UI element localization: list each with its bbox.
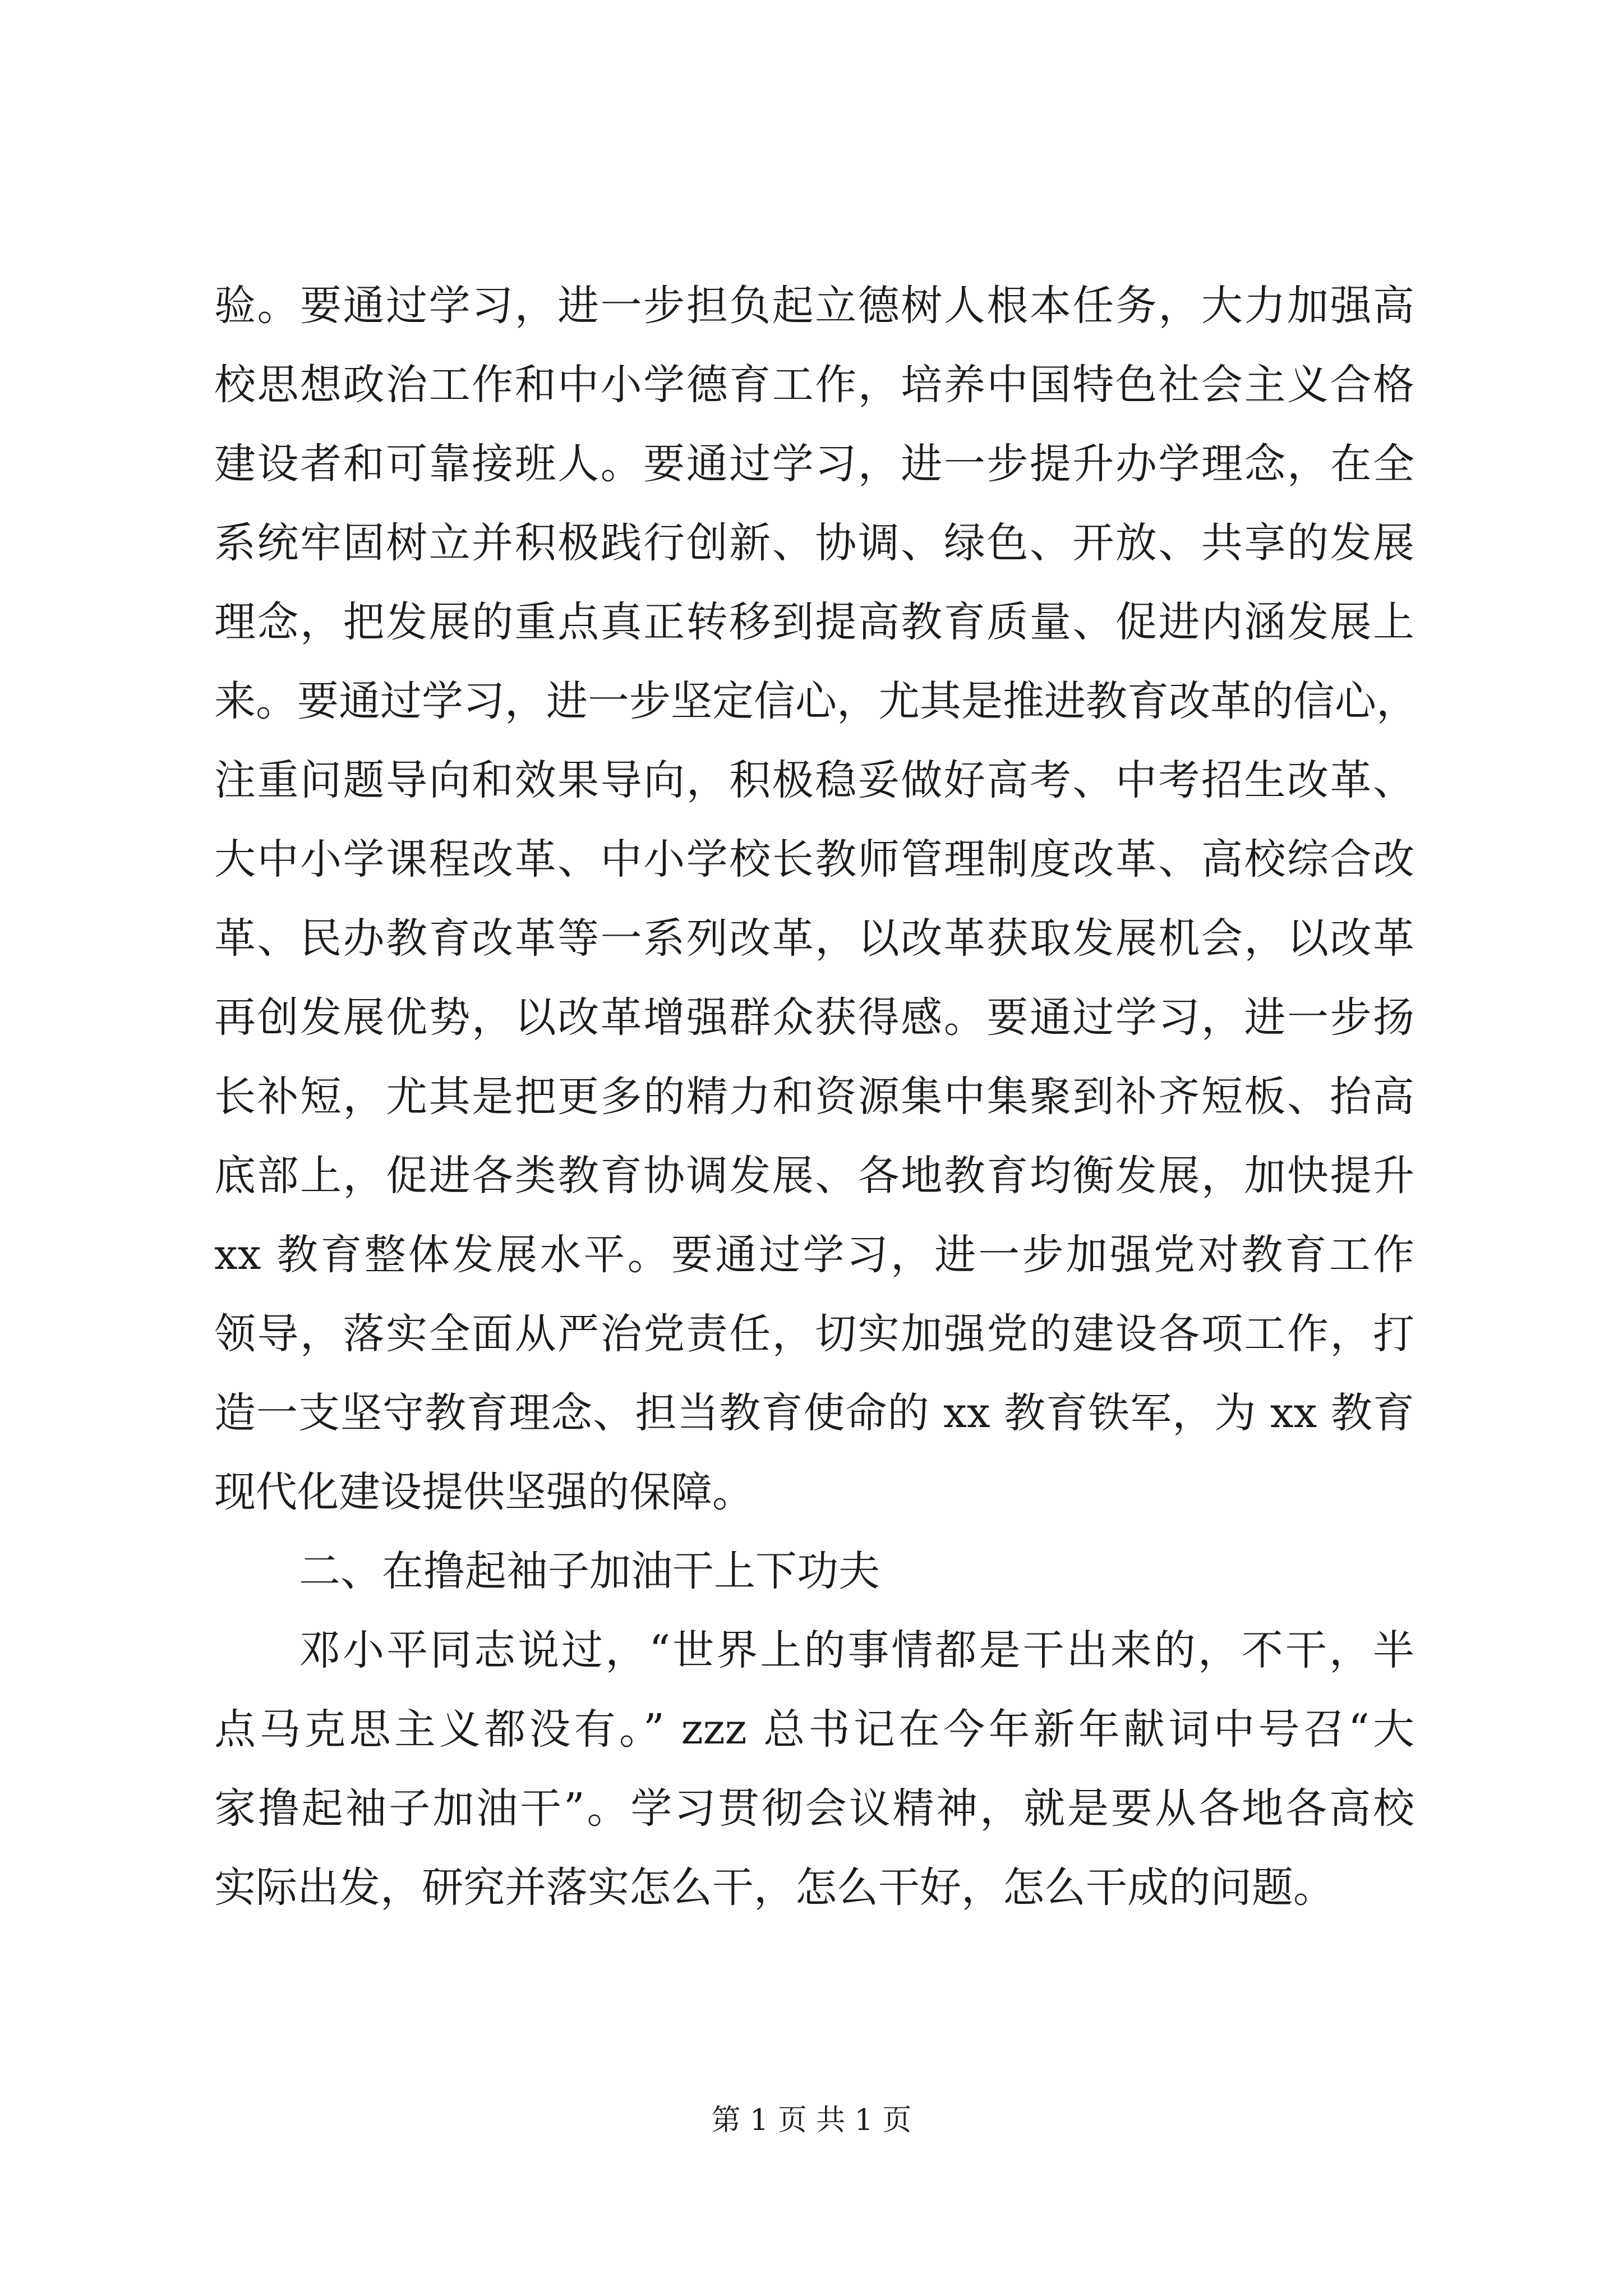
body-text-line: 理念，把发展的重点真正转移到提高教育质量、促进内涵发展上: [214, 598, 1414, 646]
body-text-line: 领导，落实全面从严治党责任，切实加强党的建设各项工作，打: [214, 1310, 1414, 1358]
body-text-line: 造一支坚守教育理念、担当教育使命的 xx 教育铁军，为 xx 教育: [214, 1389, 1414, 1437]
body-text-line: 建设者和可靠接班人。要通过学习，进一步提升办学理念，在全: [214, 440, 1414, 488]
body-text-line: 来。要通过学习，进一步坚定信心，尤其是推进教育改革的信心，: [214, 677, 1418, 725]
page-number-footer: 第 1 页 共 1 页: [711, 2104, 912, 2137]
body-text-line: 再创发展优势，以改革增强群众获得感。要通过学习，进一步扬: [214, 993, 1414, 1042]
body-text-line: 邓小平同志说过，“世界上的事情都是干出来的，不干，半: [299, 1626, 1414, 1674]
body-text-line: 验。要通过学习，进一步担负起立德树人根本任务，大力加强高: [214, 282, 1414, 330]
body-text-line: 点马克思主义都没有。” zzz 总书记在今年新年献词中号召“大: [214, 1705, 1414, 1754]
body-text-line: 注重问题导向和效果导向，积极稳妥做好高考、中考招生改革、: [214, 756, 1414, 804]
body-text-line: 现代化建设提供坚强的保障。: [214, 1468, 754, 1516]
body-text-line: 革、民办教育改革等一系列改革，以改革获取发展机会，以改革: [214, 914, 1414, 963]
body-text-line: 系统牢固树立并积极践行创新、协调、绿色、开放、共享的发展: [214, 519, 1414, 567]
body-text-line: xx 教育整体发展水平。要通过学习，进一步加强党对教育工作: [214, 1231, 1414, 1279]
body-text-line: 长补短，尤其是把更多的精力和资源集中集聚到补齐短板、抬高: [214, 1073, 1414, 1121]
body-text-line: 校思想政治工作和中小学德育工作，培养中国特色社会主义合格: [214, 361, 1414, 409]
section-heading: 二、在撸起袖子加油干上下功夫: [299, 1547, 880, 1595]
body-text-line: 实际出发，研究并落实怎么干，怎么干好，怎么干成的问题。: [214, 1864, 1335, 1912]
body-text-line: 家撸起袖子加油干”。学习贯彻会议精神，就是要从各地各高校: [214, 1784, 1414, 1833]
body-text-line: 底部上，促进各类教育协调发展、各地教育均衡发展，加快提升: [214, 1152, 1414, 1200]
body-text-line: 大中小学课程改革、中小学校长教师管理制度改革、高校综合改: [214, 835, 1414, 884]
